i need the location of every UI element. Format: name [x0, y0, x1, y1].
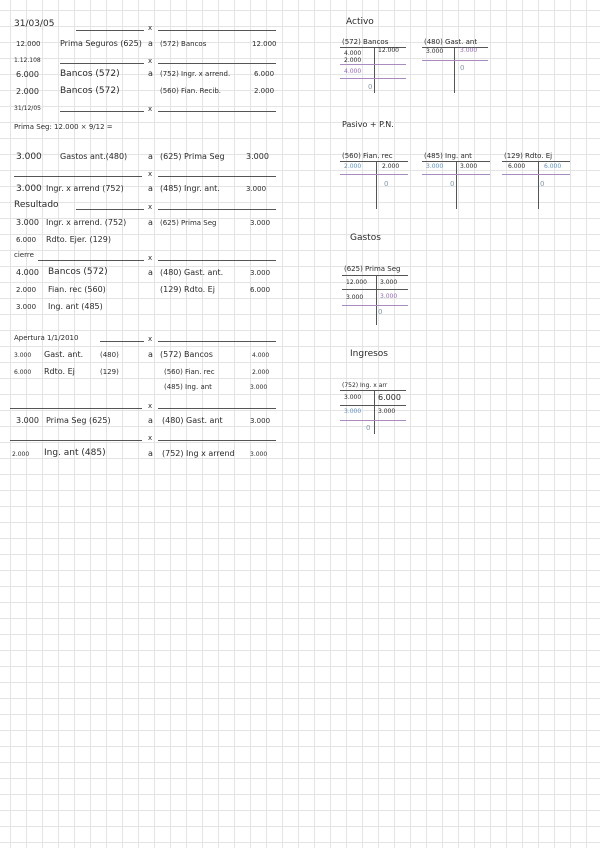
entry-separator [158, 260, 276, 261]
entry-separator [14, 176, 142, 177]
entry-credit-account: (560) Fian. rec [164, 368, 215, 376]
sum-line [502, 174, 570, 175]
t-account-top-line [502, 161, 570, 162]
debit-value: 12.000 [346, 279, 367, 286]
x-mark: x [148, 203, 153, 211]
entry-separator [158, 209, 276, 210]
entry-a: a [148, 416, 153, 425]
x-mark: x [148, 402, 153, 410]
debit-value: 2.000 [344, 163, 362, 170]
entry-amount: 2.000 [12, 451, 30, 458]
entry-separator [10, 408, 142, 409]
entry-credit-amount: 3.000 [250, 219, 271, 227]
entry-credit-amount: 12.000 [252, 40, 277, 48]
entry-debit-account: Rdto. Ej [44, 367, 75, 376]
t-account-title: (625) Prima Seg [344, 265, 401, 273]
t-account-title: (480) Gast. ant [424, 38, 478, 46]
date-label: 31/03/05 [14, 19, 55, 29]
entry-debit-account: Ing. ant (485) [48, 302, 103, 311]
balance-zero: 0 [368, 83, 373, 91]
entry-credit-account: (625) Prima Seg [160, 152, 225, 161]
t-account-top-line [340, 161, 408, 162]
entry-amount: 6.000 [16, 70, 39, 79]
balance-zero: 0 [366, 424, 371, 432]
x-mark: x [148, 335, 153, 343]
entry-amount: 3.000 [16, 218, 39, 227]
credit-value: 3.000 [380, 279, 398, 286]
entry-amount: 3.000 [16, 152, 42, 162]
entry-credit-amount: 3.000 [250, 269, 271, 277]
sum-line [340, 174, 408, 175]
section-title-ingresos: Ingresos [350, 349, 388, 359]
sum-line [340, 64, 406, 65]
entry-amount: 12.000 [16, 40, 41, 48]
entry-debit-account: Bancos (572) [48, 267, 108, 277]
entry-separator [158, 30, 276, 31]
debit-value: 3.000 [346, 294, 364, 301]
t-account-title: (560) Fian. rec [342, 152, 393, 160]
entry-credit-account: (485) Ing. ant [164, 383, 212, 391]
entry-code: (129) [100, 368, 119, 376]
entry-credit-account: (572) Bancos [160, 40, 207, 48]
entry-credit-account: (480) Gast. ant [162, 416, 223, 425]
entry-debit-account: Rdto. Ejer. (129) [46, 235, 111, 244]
section-title-gastos: Gastos [350, 233, 381, 243]
section-title-activo: Activo [346, 17, 374, 27]
entry-credit-amount: 2.000 [252, 369, 270, 376]
debit-value: 6.000 [508, 163, 526, 170]
entry-amount: 3.000 [14, 352, 32, 359]
entry-debit-account: Bancos (572) [60, 86, 120, 96]
entry-separator [158, 341, 276, 342]
entry-amount: 4.000 [16, 268, 39, 277]
entry-credit-amount: 3.000 [250, 384, 268, 391]
entry-credit-amount: 2.000 [254, 87, 275, 95]
t-account-divider [376, 275, 377, 325]
row-line [340, 405, 406, 406]
t-account-divider [456, 161, 457, 209]
entry-amount: 6.000 [14, 369, 32, 376]
entry-credit-amount: 6.000 [250, 286, 271, 294]
t-account-title: (129) Rdto. Ej [504, 152, 553, 160]
credit-value: 3.000 [380, 293, 398, 300]
entry-debit-account: Prima Seg (625) [46, 416, 111, 425]
entry-amount: 2.000 [16, 87, 39, 96]
sum-line [422, 174, 490, 175]
entry-debit-account: Fian. rec (560) [48, 285, 106, 294]
debit-value: 3.000 [426, 163, 444, 170]
credit-value: 3.000 [378, 408, 396, 415]
credit-value: 3.000 [460, 163, 478, 170]
entry-credit-amount: 3.000 [246, 152, 269, 161]
entry-a: a [148, 39, 153, 48]
credit-value: 6.000 [378, 393, 401, 402]
x-mark: x [148, 105, 153, 113]
date-label: 31/12/05 [14, 105, 41, 112]
sum-line [422, 60, 488, 61]
balance-zero: 0 [384, 180, 389, 188]
balance-zero: 0 [460, 64, 465, 72]
entry-amount: 6.000 [16, 236, 37, 244]
entry-credit-amount: 3.000 [250, 451, 268, 458]
entry-separator [10, 440, 142, 441]
balance-zero: 0 [378, 308, 383, 316]
entry-a: a [148, 268, 153, 277]
entry-debit-account: Ingr. x arrend (752) [46, 184, 124, 193]
entry-separator [158, 408, 276, 409]
x-mark: x [148, 434, 153, 442]
entry-separator [158, 176, 276, 177]
entry-credit-account: (480) Gast. ant. [160, 268, 224, 277]
formula: Prima Seg: 12.000 × 9/12 = [14, 123, 113, 131]
x-mark: x [148, 24, 153, 32]
entry-a: a [148, 218, 153, 227]
entry-separator [158, 111, 276, 112]
entry-credit-account: (752) Ing x arrend [162, 449, 235, 458]
t-account-title: (572) Bancos [342, 38, 389, 46]
entry-separator [158, 63, 276, 64]
entry-a: a [148, 184, 153, 193]
entry-credit-account: (560) Fian. Recib. [160, 87, 222, 95]
debit-value: 3.000 [344, 394, 362, 401]
row-line [342, 289, 408, 290]
entry-separator [158, 440, 276, 441]
entry-separator [100, 341, 144, 342]
balance-zero: 0 [540, 180, 545, 188]
entry-credit-amount: 3.000 [250, 417, 271, 425]
entry-debit-account: Bancos (572) [60, 69, 120, 79]
credit-value: 2.000 [382, 163, 400, 170]
entry-credit-account: (625) Prima Seg [160, 219, 217, 227]
date-label: 1.12.108 [14, 57, 41, 64]
debit-value: 3.000 [344, 408, 362, 415]
entry-amount: 2.000 [16, 286, 37, 294]
entry-separator [38, 260, 144, 261]
date-label: Apertura 1/1/2010 [14, 334, 79, 342]
entry-amount: 3.000 [16, 416, 39, 425]
credit-value: 6.000 [544, 163, 562, 170]
entry-credit-account: (752) Ingr. x arrend. [160, 70, 231, 78]
t-account-divider [376, 161, 377, 209]
t-account-divider [454, 47, 455, 93]
entry-debit-account: Gast. ant. [44, 350, 84, 359]
entry-credit-account: (129) Rdto. Ej [160, 285, 215, 294]
sum-line [340, 420, 406, 421]
t-account-title: (752) Ing. x arr [342, 382, 388, 389]
entry-separator [60, 63, 144, 64]
x-mark: x [148, 57, 153, 65]
balance-zero: 0 [450, 180, 455, 188]
sum-line [342, 305, 408, 306]
entry-amount: 3.000 [16, 303, 37, 311]
section-label-resultado: Resultado [14, 200, 59, 210]
entry-credit-account: (485) Ingr. ant. [160, 184, 220, 193]
debit-value: 3.000 [426, 48, 444, 55]
entry-a: a [148, 350, 153, 359]
t-account-top-line [340, 390, 406, 391]
entry-debit-account: Ing. ant (485) [44, 448, 106, 458]
entry-credit-amount: 3.000 [246, 185, 267, 193]
debit-value: 2.000 [344, 57, 362, 64]
t-account-title: (485) Ing. ant [424, 152, 472, 160]
t-account-top-line [342, 275, 408, 276]
x-mark: x [148, 170, 153, 178]
entry-amount: 3.000 [16, 184, 42, 194]
t-account-divider [374, 390, 375, 434]
entry-code: (480) [100, 351, 119, 359]
credit-value: 3.000 [460, 47, 478, 54]
credit-value: 12.000 [378, 47, 399, 54]
entry-credit-amount: 6.000 [254, 70, 275, 78]
debit-sum: 4.000 [344, 68, 362, 75]
section-label-cierre: cierre [14, 251, 34, 259]
sum-line [340, 78, 406, 79]
entry-separator [60, 111, 144, 112]
entry-a: a [148, 449, 153, 458]
debit-value: 4.000 [344, 50, 362, 57]
entry-credit-amount: 4.000 [252, 352, 270, 359]
entry-separator [76, 209, 144, 210]
entry-separator [76, 30, 144, 31]
t-account-divider [374, 47, 375, 93]
t-account-divider [538, 161, 539, 209]
entry-a: a [148, 69, 153, 78]
entry-debit-account: Prima Seguros (625) [60, 39, 142, 48]
entry-debit-account: Gastos ant.(480) [60, 152, 128, 161]
entry-debit-account: Ingr. x arrend. (752) [46, 218, 127, 227]
entry-credit-account: (572) Bancos [160, 350, 213, 359]
x-mark: x [148, 254, 153, 262]
section-title-pasivo: Pasivo + P.N. [342, 120, 394, 129]
entry-a: a [148, 152, 153, 161]
